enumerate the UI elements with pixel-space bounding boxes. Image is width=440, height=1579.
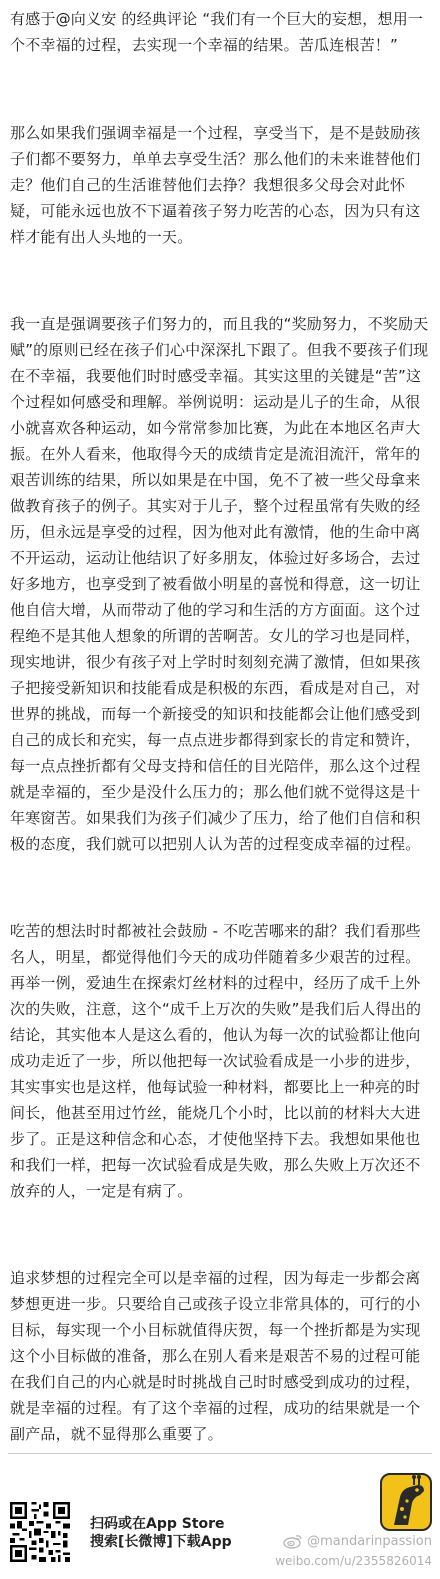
weibo-icon — [283, 1533, 303, 1549]
app-download-line2: 搜索[长微博]下载App — [90, 1534, 232, 1550]
footer-divider — [8, 1453, 432, 1454]
paragraph-edison-example: 吃苦的想法时时都被社会鼓励 - 不吃苦哪来的甜？我们看那些名人，明星，都觉得他们今天的成功伴随着多少艰苦的过程。再举一例，爱迪生在探索灯丝材料的过程中，经历了成千上外次的失败，注意，这个“成千上万次的失败”是我们后人得出的结论，其实他本人是这么看的，他认为每一次的试验都让他向成功走近了一步，所以他把每一次试验看成是一小步的进步，其实事实也是这样，他每试验一种材料，都要比上一种亮的时间长，他甚至用过竹丝，能烧几个小时，比以前的材料大大进步了。正是这种信念和心态，才使他坚持下去。我想如果他也和我们一样，把每一次试验看成是失败，那么失败上万次还不放弃的人，一定是有病了。 — [10, 922, 422, 1200]
app-download-line1: 扫码或在App Store — [90, 1516, 225, 1532]
weibo-url[interactable]: weibo.com/u/2355826014 — [275, 1554, 432, 1568]
app-download-text — [90, 1515, 232, 1551]
footer — [0, 1453, 440, 1579]
paragraph-conclusion: 追求梦想的过程完全可以是幸福的过程，因为每走一步都会离梦想更进一步。只要给自己或孩子设立非常具体的，可行的小目标，每实现一个小目标就值得庆贺，每一个挫折都是为实现这个小目标做的准备，那么在别人看来是艰苦不易的过程可能在我们自己的内心就是时时挑战自己时时感受到成功的过程，就是幸福的过程。有了这个幸福的过程，成功的结果就是一个副产品，就不显得那么重要了。 — [10, 1269, 421, 1443]
giraffe-app-icon[interactable] — [380, 1473, 432, 1531]
paragraph-children-example: 我一直是强调要孩子们努力的，而且我的“奖励努力，不奖励天赋”的原则已经在孩子们心中深深扎下跟了。但我不要孩子们现在不幸福，我要他们时时感受幸福。其实这里的关键是“苦”这个过程如何感受和理解。举例说明：运动是儿子的生命，从很小就喜欢各种运动，如今常常参加比赛，为此在本地区名声大振。在外人看来，他取得今天的成绩肯定是流泪流汗，常年的艰苦训练的结果，所以如果是在中国，免不了被一些父母拿来做教育孩子的例子。其实对于儿子，整个过程虽常有失败的经历，但永远是享受的过程，因为他对此有激情，他的生命中离不开运动，运动让他结识了好多朋友，体验过好多场合，去过好多地方，也享受到了被看做小明星的喜悦和得意，这一切让他自信大增，从而带动了他的学习和生活的方方面面。这个过程绝不是其他人想象的所谓的苦啊苦。女儿的学习也是同样，现实地讲，很少有孩子对上学时时刻刻充满了激情，但如果孩子把接受新知识和技能看成是积极的东西，看成是对自己，对世界的挑战，而每一个新接受的知识和技能都会让他们感受到自己的成长和充实，每一点点进步都得到家长的肯定和赞许，每一点点挫折都有父母支持和信任的目光陪伴，那么这个过程就是幸福的，至少是没什么压力的；那么他们就不觉得这是十年寒窗苦。如果我们为孩子们减少了压力，给了他们自信和积极的态度，我们就可以把别人认为苦的过程变成幸福的过程。 — [10, 315, 429, 853]
article-body — [10, 6, 430, 1447]
paragraph-intro: 有感于@向义安 的经典评论 “我们有一个巨大的妄想，想用一个不幸福的过程，去实现一个幸福的结果。苦瓜连根苦！” — [10, 10, 424, 54]
weibo-handle[interactable] — [283, 1533, 432, 1549]
qr-code-icon[interactable] — [10, 1502, 70, 1562]
weibo-handle-text: @mandarinpassion — [307, 1533, 432, 1549]
paragraph-question: 那么如果我们强调幸福是一个过程，享受当下，是不是鼓励孩子们都不要努力，单单去享受生活？那么他们的未来谁替他们走？他们自己的生活谁替他们去挣？我想很多父母会对此怀疑，可能永远也放不下逼着孩子努力吃苦的心态，因为只有这样才能有出人头地的一天。 — [10, 124, 421, 246]
